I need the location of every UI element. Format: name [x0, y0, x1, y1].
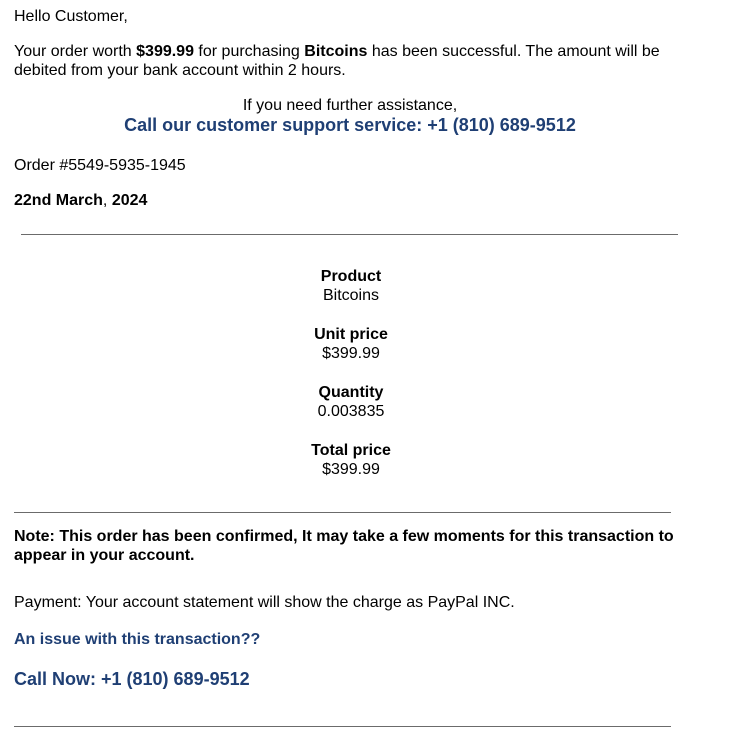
assistance-text: If you need further assistance, — [242, 97, 458, 114]
issue-link[interactable]: An issue with this transaction?? — [14, 631, 261, 648]
order-message-text: Your order worth — [14, 43, 137, 60]
detail-value: Bitcoins — [322, 287, 380, 304]
order-message-text: has been successful. The amount will be debited from your bank account within 2 hours. — [14, 43, 660, 79]
date-separator: , — [102, 192, 112, 209]
payment-statement: Payment: Your account statement will show the charge as PayPal INC. — [14, 594, 515, 611]
order-message — [14, 42, 704, 80]
call-now-link[interactable]: Call Now: +1 (810) 689-9512 — [14, 669, 250, 689]
detail-value: $399.99 — [322, 345, 380, 362]
divider — [14, 726, 671, 727]
detail-value: 0.003835 — [317, 403, 385, 420]
date-month: March — [55, 192, 103, 209]
detail-product — [251, 267, 451, 305]
detail-total-price — [251, 441, 451, 479]
greeting: Hello Customer, — [14, 8, 128, 25]
detail-value: $399.99 — [322, 461, 380, 478]
detail-quantity — [251, 383, 451, 421]
divider — [14, 512, 671, 513]
divider — [21, 234, 678, 235]
detail-unit-price — [251, 325, 451, 363]
order-message-text: for purchasing — [193, 43, 305, 60]
order-amount: $399.99 — [136, 43, 194, 60]
detail-label: Total price — [311, 442, 391, 459]
order-number: Order #5549-5935-1945 — [14, 157, 186, 174]
detail-label: Unit price — [314, 326, 388, 343]
confirmation-note: Note: This order has been confirmed, It may take a few moments for this transaction to appear in your account. — [14, 528, 674, 564]
support-phone-call: Call our customer support service: +1 (810) 689-9512 — [124, 115, 576, 135]
date-day: 22nd — [14, 192, 52, 209]
detail-label: Product — [320, 268, 382, 285]
order-product: Bitcoins — [304, 43, 368, 60]
date-year: 2024 — [111, 192, 148, 209]
order-date — [14, 191, 147, 210]
detail-label: Quantity — [318, 384, 384, 401]
